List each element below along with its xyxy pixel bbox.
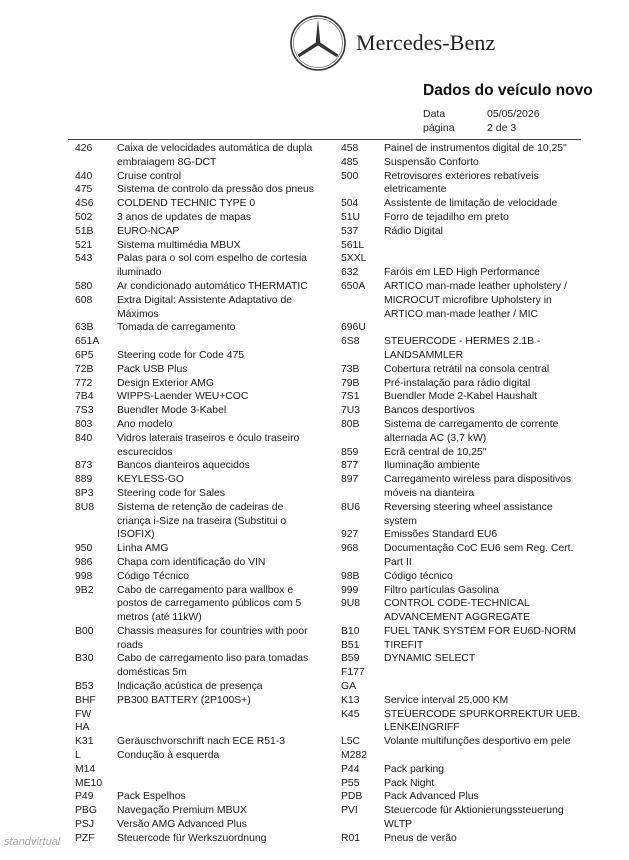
option-row xyxy=(75,735,337,749)
option-row xyxy=(75,142,337,170)
option-description: Faróis em LED High Performance xyxy=(384,267,540,279)
option-row xyxy=(75,487,337,501)
option-code: 9B2 xyxy=(75,584,94,596)
option-row xyxy=(75,252,337,280)
option-description: FUEL TANK SYSTEM FOR EU6D-NORM xyxy=(384,625,577,637)
option-description: Painel de instrumentos digital de 10,25" xyxy=(384,143,567,154)
option-row xyxy=(341,790,589,804)
option-code: M14 xyxy=(75,763,96,775)
option-code: BHF xyxy=(75,694,96,706)
option-code: 98B xyxy=(341,570,360,582)
option-description: Service interval 25,000 KM xyxy=(384,694,509,706)
option-row xyxy=(75,749,337,763)
option-row xyxy=(341,652,589,666)
option-row xyxy=(341,156,589,170)
option-description: COLDEND TECHNIC TYPE 0 xyxy=(117,198,256,210)
option-row xyxy=(75,501,337,542)
option-code: 63B xyxy=(75,322,94,334)
option-row xyxy=(341,528,589,542)
page-label: página xyxy=(423,122,455,134)
option-code: 7U3 xyxy=(341,405,361,417)
option-code: 859 xyxy=(341,446,359,458)
option-code: 426 xyxy=(75,143,93,154)
option-description: Código técnico xyxy=(384,570,453,582)
option-code: 897 xyxy=(341,474,359,486)
option-code: L xyxy=(75,750,81,762)
brand-name: Mercedes-Benz xyxy=(356,30,496,55)
option-description: Pack USB Plus xyxy=(117,363,188,375)
date-label: Data xyxy=(423,108,446,120)
option-row xyxy=(341,170,589,198)
page-value: 2 de 3 xyxy=(487,122,517,134)
option-description: Design Exterior AMG xyxy=(117,377,215,389)
option-description: 3 anos de updates de mapas xyxy=(117,211,252,223)
option-description: Assistente de limitação de velocidade xyxy=(384,198,558,210)
option-description: Filtro partículas Gasolina xyxy=(384,584,499,596)
option-code: 9U8 xyxy=(341,598,361,610)
option-code: 608 xyxy=(75,294,93,306)
option-description: Sistema de carregamento de corrente alternada AC (3,7 kW) xyxy=(384,418,559,444)
option-code: 650A xyxy=(341,280,366,292)
option-code: 537 xyxy=(341,225,359,237)
option-description: Cruise control xyxy=(117,170,182,182)
option-description: Rádio Digital xyxy=(384,225,443,237)
option-description: Ano modelo xyxy=(117,418,173,430)
option-row xyxy=(75,239,337,253)
option-description: Volante multifunções desportivo em pele xyxy=(384,736,571,748)
option-description: Chapa com identificação do VIN xyxy=(117,556,266,568)
option-code: FW xyxy=(75,708,92,720)
option-row xyxy=(341,321,589,335)
option-code: K45 xyxy=(341,708,360,720)
option-description: Pack parking xyxy=(384,763,445,775)
option-row xyxy=(341,363,589,377)
option-row xyxy=(341,239,589,253)
option-row xyxy=(341,680,589,694)
option-code: 632 xyxy=(341,267,359,279)
option-code: 561L xyxy=(341,239,365,251)
option-description: DYNAMIC SELECT xyxy=(384,653,476,665)
option-description: KEYLESS-GO xyxy=(117,474,184,486)
option-row xyxy=(341,639,589,653)
option-code: B51 xyxy=(341,639,360,651)
option-row xyxy=(75,652,337,680)
option-row xyxy=(341,377,589,391)
option-row xyxy=(341,749,589,763)
option-description: Ar condicionado automático THERMATIC xyxy=(117,280,308,292)
option-row xyxy=(341,225,589,239)
option-row xyxy=(341,446,589,460)
option-code: 696U xyxy=(341,322,366,334)
option-description: Tomada de carregamento xyxy=(117,322,236,334)
option-row xyxy=(75,790,337,804)
option-code: 7S3 xyxy=(75,405,94,417)
option-row xyxy=(341,501,589,529)
page-row xyxy=(423,122,516,134)
option-row xyxy=(341,542,589,570)
option-code: 4S6 xyxy=(75,198,94,210)
option-code: GA xyxy=(341,681,357,693)
option-code: 500 xyxy=(341,170,359,182)
option-row xyxy=(75,211,337,225)
option-code: PZF xyxy=(75,832,95,844)
date-value: 05/05/2026 xyxy=(487,108,540,120)
option-row xyxy=(341,335,589,363)
option-row xyxy=(341,390,589,404)
option-description: Iluminação ambiente xyxy=(384,460,480,472)
option-code: 998 xyxy=(75,570,93,582)
option-code: 51B xyxy=(75,225,94,237)
option-row xyxy=(341,584,589,598)
option-row xyxy=(341,473,589,501)
option-row xyxy=(75,335,337,349)
option-row xyxy=(75,183,337,197)
option-row xyxy=(75,694,337,708)
option-code: PDB xyxy=(341,791,363,803)
option-row xyxy=(341,832,589,846)
option-description: TIREFIT xyxy=(384,639,424,651)
option-row xyxy=(75,170,337,184)
option-description: Steuercode für Werkszuordnung xyxy=(117,832,267,844)
option-description: Cobertura retrátil na consola central xyxy=(384,363,550,375)
date-row xyxy=(423,108,540,120)
option-code: B00 xyxy=(75,625,94,637)
option-row xyxy=(75,432,337,460)
option-row xyxy=(75,721,337,735)
option-description: Pré-instalação para rádio digital xyxy=(384,377,531,389)
option-description: Carregamento wireless para dispositivos móveis na dianteira xyxy=(384,474,572,499)
option-row xyxy=(341,625,589,639)
option-code: PVI xyxy=(341,805,358,817)
option-code: 8U6 xyxy=(341,501,361,513)
option-code: 51U xyxy=(341,211,361,223)
option-row xyxy=(75,225,337,239)
option-row xyxy=(341,142,589,156)
option-row xyxy=(75,377,337,391)
option-code: 927 xyxy=(341,529,359,541)
option-row xyxy=(75,418,337,432)
option-code: 840 xyxy=(75,432,93,444)
option-code: 968 xyxy=(341,543,359,555)
option-row xyxy=(75,363,337,377)
option-code: 950 xyxy=(75,543,93,555)
option-code: 80B xyxy=(341,418,360,430)
option-code: R01 xyxy=(341,832,361,844)
option-code: K13 xyxy=(341,694,360,706)
option-code: 8U8 xyxy=(75,501,95,513)
option-description: Forro de tejadilho em preto xyxy=(384,211,509,223)
option-description: Suspensão Conforto xyxy=(384,156,479,168)
option-row xyxy=(75,777,337,791)
option-description: Condução à esquerda xyxy=(117,750,220,762)
option-row xyxy=(75,570,337,584)
option-code: 7S1 xyxy=(341,391,360,403)
option-row xyxy=(75,556,337,570)
option-code: B59 xyxy=(341,653,360,665)
option-description: Retrovisores exteriores rebatíveis eletricamente xyxy=(384,170,539,196)
option-row xyxy=(75,708,337,722)
option-description: Documentação CoC EU6 sem Reg. Cert. Part II xyxy=(384,543,574,568)
option-description: PB300 BATTERY (2P100S+) xyxy=(117,694,251,706)
option-row xyxy=(75,584,337,625)
option-code: P55 xyxy=(341,777,360,789)
option-description: Buendler Mode 3-Kabel xyxy=(117,405,227,417)
option-row xyxy=(75,763,337,777)
option-description: ARTICO man-made leather upholstery / MICROCUT microfibre Upholstery in ARTICO man-made leather / MIC xyxy=(384,280,567,320)
option-description: Ecrã central de 10,25" xyxy=(384,446,487,458)
watermark: standvirtual xyxy=(4,836,61,848)
option-description: Steering code for Code 475 xyxy=(117,349,245,361)
option-row xyxy=(341,694,589,708)
option-description: Palas para o sol com espelho de cortesia iluminado xyxy=(117,253,308,279)
option-code: 8P3 xyxy=(75,487,94,499)
option-description: Bancos dianteiros aquecidos xyxy=(117,460,250,472)
option-code: PBG xyxy=(75,805,97,817)
option-description: Cabo de carregamento para wallbox e postos de carregamento públicos com 5 metros (até 11kW) xyxy=(117,584,302,624)
options-right-column xyxy=(341,142,589,846)
option-description: CONTROL CODE-TECHNICAL ADVANCEMENT AGGREGATE xyxy=(384,598,531,624)
option-description: Emissões Standard EU6 xyxy=(384,529,498,541)
option-description: Pneus de verão xyxy=(384,832,457,844)
option-description: Chassis measures for countries with poor roads xyxy=(117,625,308,651)
option-code: 803 xyxy=(75,418,93,430)
option-description: Bancos desportivos xyxy=(384,405,475,417)
option-row xyxy=(341,404,589,418)
option-code: 458 xyxy=(341,143,359,154)
option-description: Caixa de velocidades automática de dupla embraiagem 8G-DCT xyxy=(117,143,313,168)
option-description: Cabo de carregamento liso para tomadas domésticas 5m xyxy=(117,653,309,679)
option-description: WIPPS-Laender WEU+COC xyxy=(117,391,249,403)
option-code: 79B xyxy=(341,377,360,389)
option-code: 877 xyxy=(341,460,359,472)
option-row xyxy=(341,266,589,280)
option-row xyxy=(75,459,337,473)
option-row xyxy=(75,473,337,487)
option-code: 999 xyxy=(341,584,359,596)
option-code: 73B xyxy=(341,363,360,375)
option-code: P44 xyxy=(341,763,360,775)
option-row xyxy=(341,197,589,211)
option-description: Buendler Mode 2-Kabel Haushalt xyxy=(384,391,538,403)
option-code: B53 xyxy=(75,681,94,693)
option-row xyxy=(75,294,337,322)
option-row xyxy=(341,418,589,446)
option-code: K31 xyxy=(75,736,94,748)
document-title: Dados do veículo novo xyxy=(423,82,593,99)
option-code: M282 xyxy=(341,750,367,762)
option-code: L5C xyxy=(341,736,361,748)
option-description: STEUERCODE SPURKORREKTUR UEB. LENKEINGRIFF xyxy=(384,708,581,734)
option-description: Pack Advanced Plus xyxy=(384,791,479,803)
option-code: 502 xyxy=(75,211,93,223)
option-row xyxy=(75,625,337,653)
option-code: 543 xyxy=(75,253,93,265)
option-description: Código Técnico xyxy=(117,570,190,582)
option-code: 485 xyxy=(341,156,359,168)
option-code: 986 xyxy=(75,556,93,568)
option-code: 873 xyxy=(75,460,93,472)
option-description: Linha AMG xyxy=(117,543,169,555)
option-description: Navegação Premium MBUX xyxy=(117,805,247,817)
option-row xyxy=(75,818,337,832)
option-row xyxy=(75,542,337,556)
option-code: 6S8 xyxy=(341,336,360,348)
option-row xyxy=(341,777,589,791)
option-code: 7B4 xyxy=(75,391,94,403)
option-description: Indicação acústica de presença xyxy=(117,681,263,693)
option-row xyxy=(75,280,337,294)
option-row xyxy=(341,708,589,736)
option-description: Sistema de controlo da pressão dos pneus xyxy=(117,184,314,196)
option-row xyxy=(341,211,589,225)
option-code: 889 xyxy=(75,474,93,486)
option-row xyxy=(75,349,337,363)
option-row xyxy=(75,804,337,818)
option-row xyxy=(75,197,337,211)
option-description: Pack Espelhos xyxy=(117,791,186,803)
option-code: ME10 xyxy=(75,777,103,789)
option-code: 651A xyxy=(75,336,100,348)
option-code: 72B xyxy=(75,363,94,375)
option-row xyxy=(341,666,589,680)
option-row xyxy=(75,832,337,846)
option-row xyxy=(341,804,589,832)
option-code: 580 xyxy=(75,280,93,292)
option-description: Sistema multimédia MBUX xyxy=(117,239,241,251)
option-row xyxy=(341,280,589,321)
option-description: STEUERCODE - HERMES 2.1B - LANDSAMMLER xyxy=(384,336,541,361)
option-row xyxy=(341,735,589,749)
option-code: 5XXL xyxy=(341,253,367,265)
option-code: B10 xyxy=(341,625,360,637)
option-code: PSJ xyxy=(75,819,95,831)
option-code: 772 xyxy=(75,377,93,389)
option-row xyxy=(341,252,589,266)
options-left-column xyxy=(75,142,337,846)
option-description: Extra Digital: Assistente Adaptativo de Máximos xyxy=(117,294,293,320)
option-description: Pack Night xyxy=(384,777,435,789)
option-code: 475 xyxy=(75,184,93,196)
option-code: 521 xyxy=(75,239,93,251)
option-description: Steering code for Sales xyxy=(117,487,226,499)
option-code: HA xyxy=(75,722,90,734)
option-row xyxy=(75,321,337,335)
option-code: B30 xyxy=(75,653,94,665)
option-row xyxy=(341,459,589,473)
option-code: F177 xyxy=(341,667,365,679)
option-row xyxy=(75,390,337,404)
option-description: Geräuschvorschrift nach ECE R51-3 xyxy=(117,736,286,748)
option-description: EURO-NCAP xyxy=(117,225,180,237)
mercedes-star-icon xyxy=(289,14,347,72)
option-row xyxy=(341,763,589,777)
option-row xyxy=(341,570,589,584)
brand-header xyxy=(289,14,495,72)
option-code: 440 xyxy=(75,170,93,182)
option-description: Vidros laterais traseiros e óculo traseiro escurecidos xyxy=(117,432,300,458)
option-code: P49 xyxy=(75,791,94,803)
option-code: 504 xyxy=(341,198,359,210)
option-description: Reversing steering wheel assistance system xyxy=(384,501,553,527)
option-row xyxy=(75,680,337,694)
option-row xyxy=(75,404,337,418)
option-code: 6P5 xyxy=(75,349,94,361)
option-row xyxy=(341,597,589,625)
option-description: Versão AMG Advanced Plus xyxy=(117,819,247,831)
option-description: Steuercode für Aktionierungssteuerung WLTP xyxy=(384,805,564,831)
option-description: Sistema de retenção de cadeiras de criança i-Size na traseira (Substitui o ISOFIX) xyxy=(117,501,287,541)
header-divider xyxy=(68,139,581,140)
